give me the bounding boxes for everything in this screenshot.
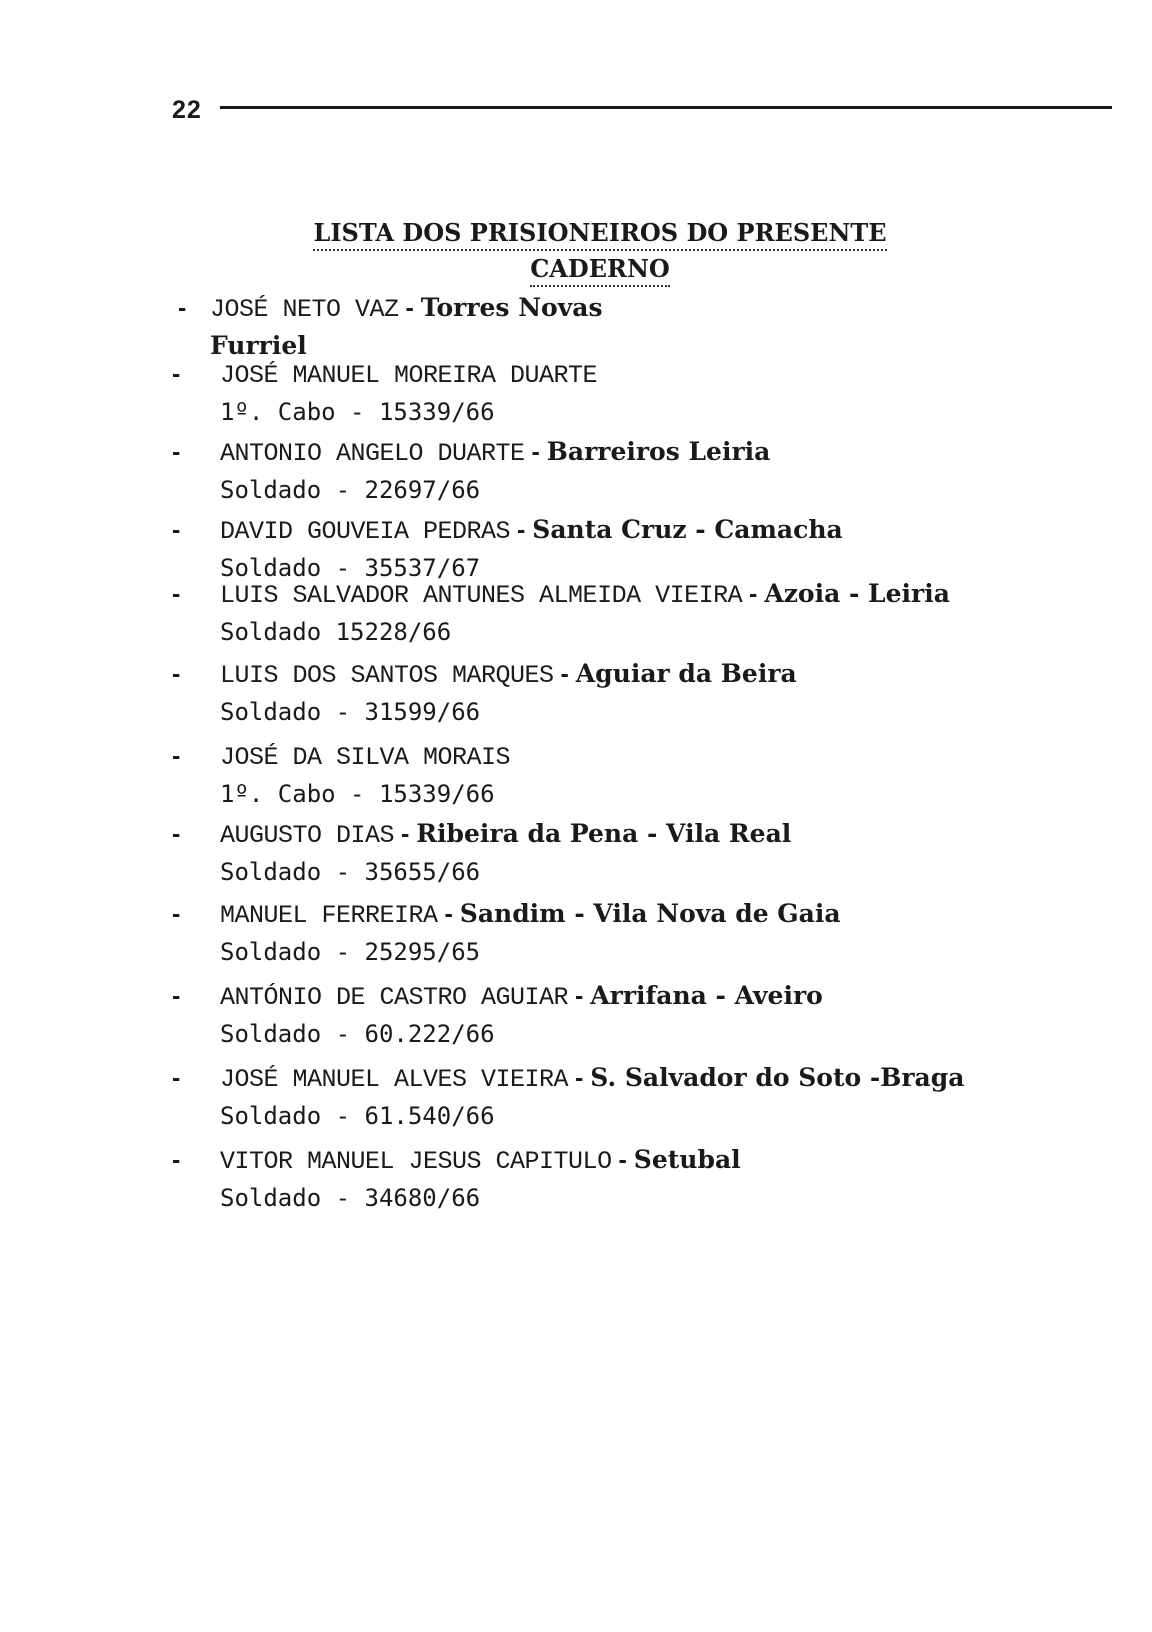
entry-place: Barreiros Leiria: [546, 437, 771, 466]
list-dash: -: [172, 1146, 181, 1174]
list-item: [172, 512, 1092, 586]
entry-name-line: [220, 434, 1092, 472]
entry-name-line: [220, 738, 1092, 776]
entry-name-line: [220, 1060, 1092, 1098]
list-item: [172, 656, 1092, 730]
entry-separator: -: [568, 1064, 591, 1092]
entry-place: S. Salvador do Soto -Braga: [590, 1063, 965, 1092]
entry-name-line: [220, 656, 1092, 694]
title-line-2-text: CADERNO: [530, 254, 670, 287]
list-item: [172, 290, 1092, 364]
entry-name-line: [220, 978, 1092, 1016]
entry-name-line: [220, 576, 1092, 614]
entry-separator: -: [568, 982, 591, 1010]
entry-rank: Soldado - 34680/66: [220, 1184, 481, 1212]
entry-rank: 1º. Cabo - 15339/66: [220, 398, 495, 426]
entry-separator: -: [394, 820, 417, 848]
entry-place: Aguiar da Beira: [575, 659, 797, 688]
entry-place: Setubal: [633, 1145, 741, 1174]
list-dash: -: [172, 438, 181, 466]
list-item: [172, 576, 1092, 650]
entry-name: JOSÉ MANUEL MOREIRA DUARTE: [220, 361, 598, 390]
entry-rank: Furriel: [210, 331, 307, 360]
entry-place: Arrifana - Aveiro: [590, 981, 823, 1010]
entry-name: JOSÉ NETO VAZ: [210, 295, 399, 324]
entry-rank: Soldado - 60.222/66: [220, 1020, 495, 1048]
list-dash: -: [172, 900, 181, 928]
title-line-2: [300, 254, 900, 283]
entry-name: AUGUSTO DIAS: [220, 821, 395, 850]
list-item: [172, 1060, 1092, 1134]
entry-separator: -: [398, 294, 421, 322]
list-dash: -: [172, 360, 181, 388]
list-dash: -: [172, 820, 181, 848]
entry-name: LUIS DOS SANTOS MARQUES: [220, 661, 554, 690]
entry-name-line: [220, 816, 1092, 854]
entry-rank: Soldado - 35537/67: [220, 554, 481, 582]
entry-name: LUIS SALVADOR ANTUNES ALMEIDA VIEIRA: [220, 581, 743, 610]
list-dash: -: [172, 1064, 181, 1092]
page-number: 22: [172, 96, 202, 124]
list-dash: -: [172, 516, 181, 544]
list-item: [172, 978, 1092, 1052]
entry-separator: -: [742, 580, 765, 608]
entry-rank: Soldado 15228/66: [220, 618, 452, 646]
list-dash: -: [172, 982, 181, 1010]
list-item: [172, 434, 1092, 508]
entry-separator: -: [524, 438, 547, 466]
title-line-1-text: LISTA DOS PRISIONEIROS DO PRESENTE: [313, 218, 886, 251]
list-dash: -: [172, 742, 181, 770]
entry-rank: Soldado - 25295/65: [220, 938, 481, 966]
list-item: [172, 896, 1092, 970]
entry-name: JOSÉ MANUEL ALVES VIEIRA: [220, 1065, 569, 1094]
entry-name-line: [220, 1142, 1092, 1180]
entry-place: Sandim - Vila Nova de Gaia: [459, 899, 841, 928]
entry-rank: Soldado - 22697/66: [220, 476, 481, 504]
entry-name-line: [220, 512, 1092, 550]
list-item: [172, 356, 1092, 430]
title-line-1: [300, 218, 900, 247]
list-dash: -: [172, 660, 181, 688]
list-item: [172, 816, 1092, 890]
entry-name: JOSÉ DA SILVA MORAIS: [220, 743, 511, 772]
entry-rank: Soldado - 61.540/66: [220, 1102, 495, 1130]
entry-name: ANTÓNIO DE CASTRO AGUIAR: [220, 983, 569, 1012]
entry-name: DAVID GOUVEIA PEDRAS: [220, 517, 511, 546]
entry-place: Ribeira da Pena - Vila Real: [416, 819, 792, 848]
header-rule: [220, 106, 1112, 109]
list-item: [172, 1142, 1092, 1216]
entry-name: MANUEL FERREIRA: [220, 901, 438, 930]
entry-place: Torres Novas: [420, 293, 603, 322]
entry-separator: -: [437, 900, 460, 928]
list-item: [172, 738, 1092, 812]
entry-separator: -: [553, 660, 576, 688]
entry-name: ANTONIO ANGELO DUARTE: [220, 439, 525, 468]
list-dash: -: [178, 294, 187, 322]
entry-rank: Soldado - 35655/66: [220, 858, 481, 886]
entry-name-line: [220, 896, 1092, 934]
entry-place: Azoia - Leiria: [764, 579, 950, 608]
list-dash: -: [172, 580, 181, 608]
entry-name-line: [220, 356, 1092, 394]
entry-rank: 1º. Cabo - 15339/66: [220, 780, 495, 808]
entry-place: Santa Cruz - Camacha: [532, 515, 843, 544]
entry-rank: Soldado - 31599/66: [220, 698, 481, 726]
entry-separator: -: [510, 516, 533, 544]
entry-name: VITOR MANUEL JESUS CAPITULO: [220, 1147, 612, 1176]
entry-separator: -: [611, 1146, 634, 1174]
entry-name-line: [210, 290, 1092, 328]
